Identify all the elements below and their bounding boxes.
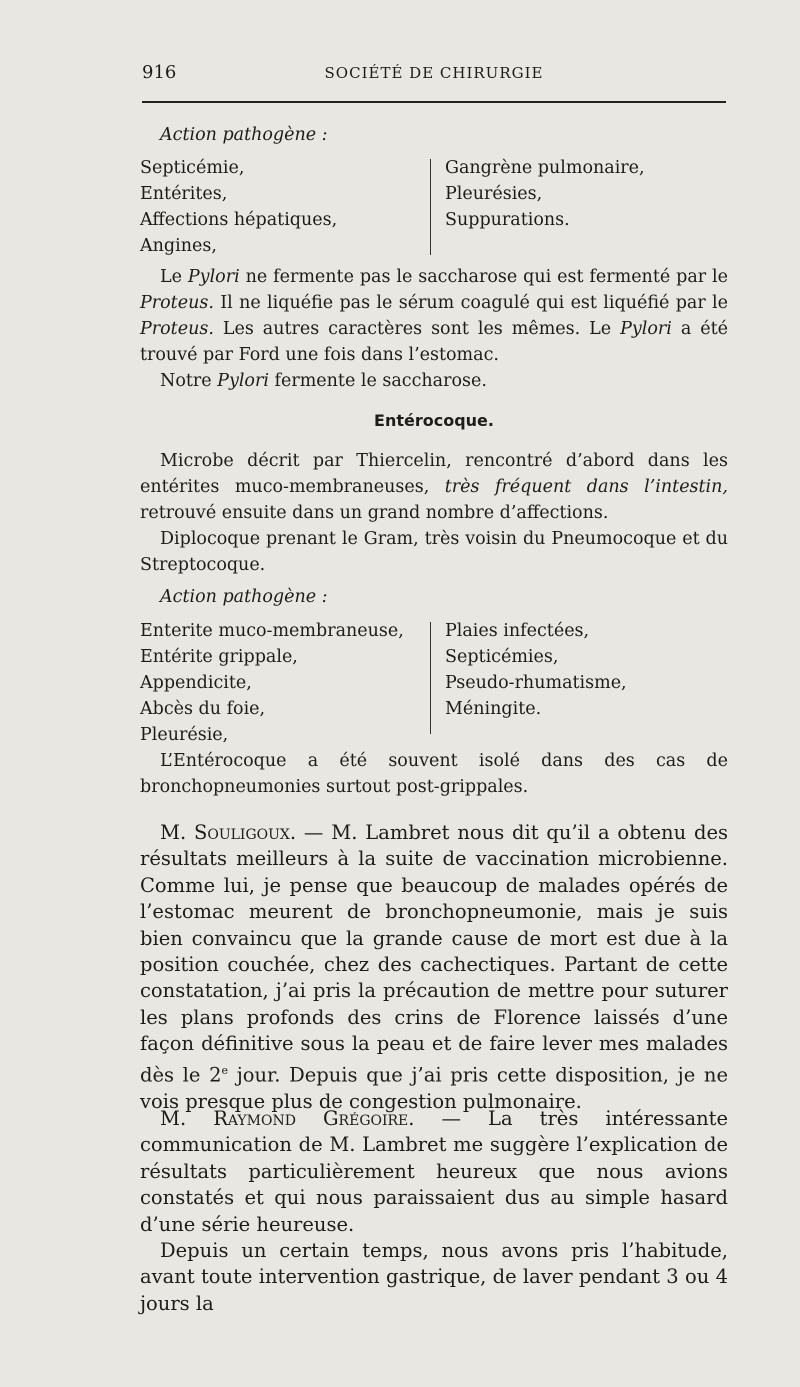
list-item: Entérites, xyxy=(140,184,228,204)
page-header xyxy=(142,62,726,90)
enterocoque-description xyxy=(140,448,728,578)
pylori-paragraph: Le Pylori ne fermente pas le saccharose qui est fermenté par le Proteus. Il ne liquéfie pas le sérum coagulé qui est liquéfié par le Proteus. Les autres caractères sont les mêmes. Le Pylori a été trouvé par Ford une fois dans l’estomac. xyxy=(140,267,729,365)
list-item: Entérite grippale, xyxy=(140,647,298,667)
list-item: Pleurésies, xyxy=(445,184,543,204)
column-divider xyxy=(430,622,431,734)
action-pathogene-label-1: Action pathogène : xyxy=(160,125,328,145)
pathogenic-list-2 xyxy=(140,618,728,748)
list-item: Suppurations. xyxy=(445,210,570,230)
pylori-section xyxy=(140,264,728,394)
column-divider xyxy=(430,159,431,255)
gregoire-paragraph: M. Raymond Grégoire. — La très intéressante communication de M. Lambret me suggère l’explication de résultats particulièrement heureux que nous avions constatés et qui nous paraissaient dus au simple hasard d’une série heureuse. xyxy=(140,1107,728,1236)
list-item: Appendicite, xyxy=(140,673,252,693)
list-item: Septicémies, xyxy=(445,647,559,667)
depuis-paragraph: Depuis un certain temps, nous avons pris l’habitude, avant toute intervention gastrique, de laver pendant 3 ou 4 jours la xyxy=(140,1239,728,1315)
pathogenic-list-2-right xyxy=(445,618,725,722)
isole-paragraph: L’Entérocoque a été souvent isolé dans des cas de bronchopneumonies surtout post-grippales. xyxy=(140,751,728,797)
pathogenic-list-1-right xyxy=(445,155,725,233)
list-item: Enterite muco-membraneuse, xyxy=(140,621,404,641)
enterocoque-heading-wrap xyxy=(140,408,728,434)
speaker-name: M. Raymond Grégoire. xyxy=(160,1107,415,1130)
souligoux-paragraph: M. Souligoux. — M. Lambret nous dit qu’il a obtenu des résultats meilleurs à la suite de vaccination microbienne. Comme lui, je pense que beaucoup de malades opérés de l’estomac meurent de bronchopneumonie, mais je suis bien convaincu que la grande cause de mort est due à la position couchée, chez des cachectiques. Partant de cette constatation, j’ai pris la précaution de mettre pour suturer les plans profonds des crins de Florence laissés d’une façon définitive sous la peau et de faire lever mes malades dès le 2e jour. Depuis que j’ai pris cette disposition, je ne vois presque plus de congestion pulmonaire. xyxy=(140,821,729,1113)
header-rule xyxy=(142,101,726,103)
list-item: Gangrène pulmonaire, xyxy=(445,158,645,178)
speaker-name: M. Souligoux. xyxy=(160,821,297,844)
microbe-paragraph: Microbe décrit par Thiercelin, rencontré d’abord dans les entérites muco-membraneuses, très fréquent dans l’intestin, retrouvé ensuite dans un grand nombre d’affections. xyxy=(140,451,728,523)
list-item: Pleurésie, xyxy=(140,725,229,745)
pathogenic-list-1 xyxy=(140,155,728,259)
notre-pylori-paragraph: Notre Pylori fermente le saccharose. xyxy=(160,371,487,391)
section-heading: Entérocoque. xyxy=(374,411,494,430)
list-item: Méningite. xyxy=(445,699,542,719)
pathogenic-list-1-left xyxy=(140,155,420,259)
souligoux-section xyxy=(140,820,728,1115)
list-item: Septicémie, xyxy=(140,158,245,178)
action-pathogene-label-2: Action pathogène : xyxy=(160,587,328,607)
list-item: Abcès du foie, xyxy=(140,699,266,719)
isole-section xyxy=(140,748,728,800)
gregoire-section xyxy=(140,1106,728,1317)
list-item: Pseudo-rhumatisme, xyxy=(445,673,627,693)
running-head: SOCIÉTÉ DE CHIRURGIE xyxy=(324,64,544,82)
list-item: Affections hépatiques, xyxy=(140,210,338,230)
page-number: 916 xyxy=(142,62,177,83)
list-item: Plaies infectées, xyxy=(445,621,590,641)
pathogenic-list-2-left xyxy=(140,618,420,748)
list-item: Angines, xyxy=(140,236,217,256)
diplocoque-paragraph: Diplocoque prenant le Gram, très voisin du Pneumocoque et du Streptocoque. xyxy=(140,529,728,575)
